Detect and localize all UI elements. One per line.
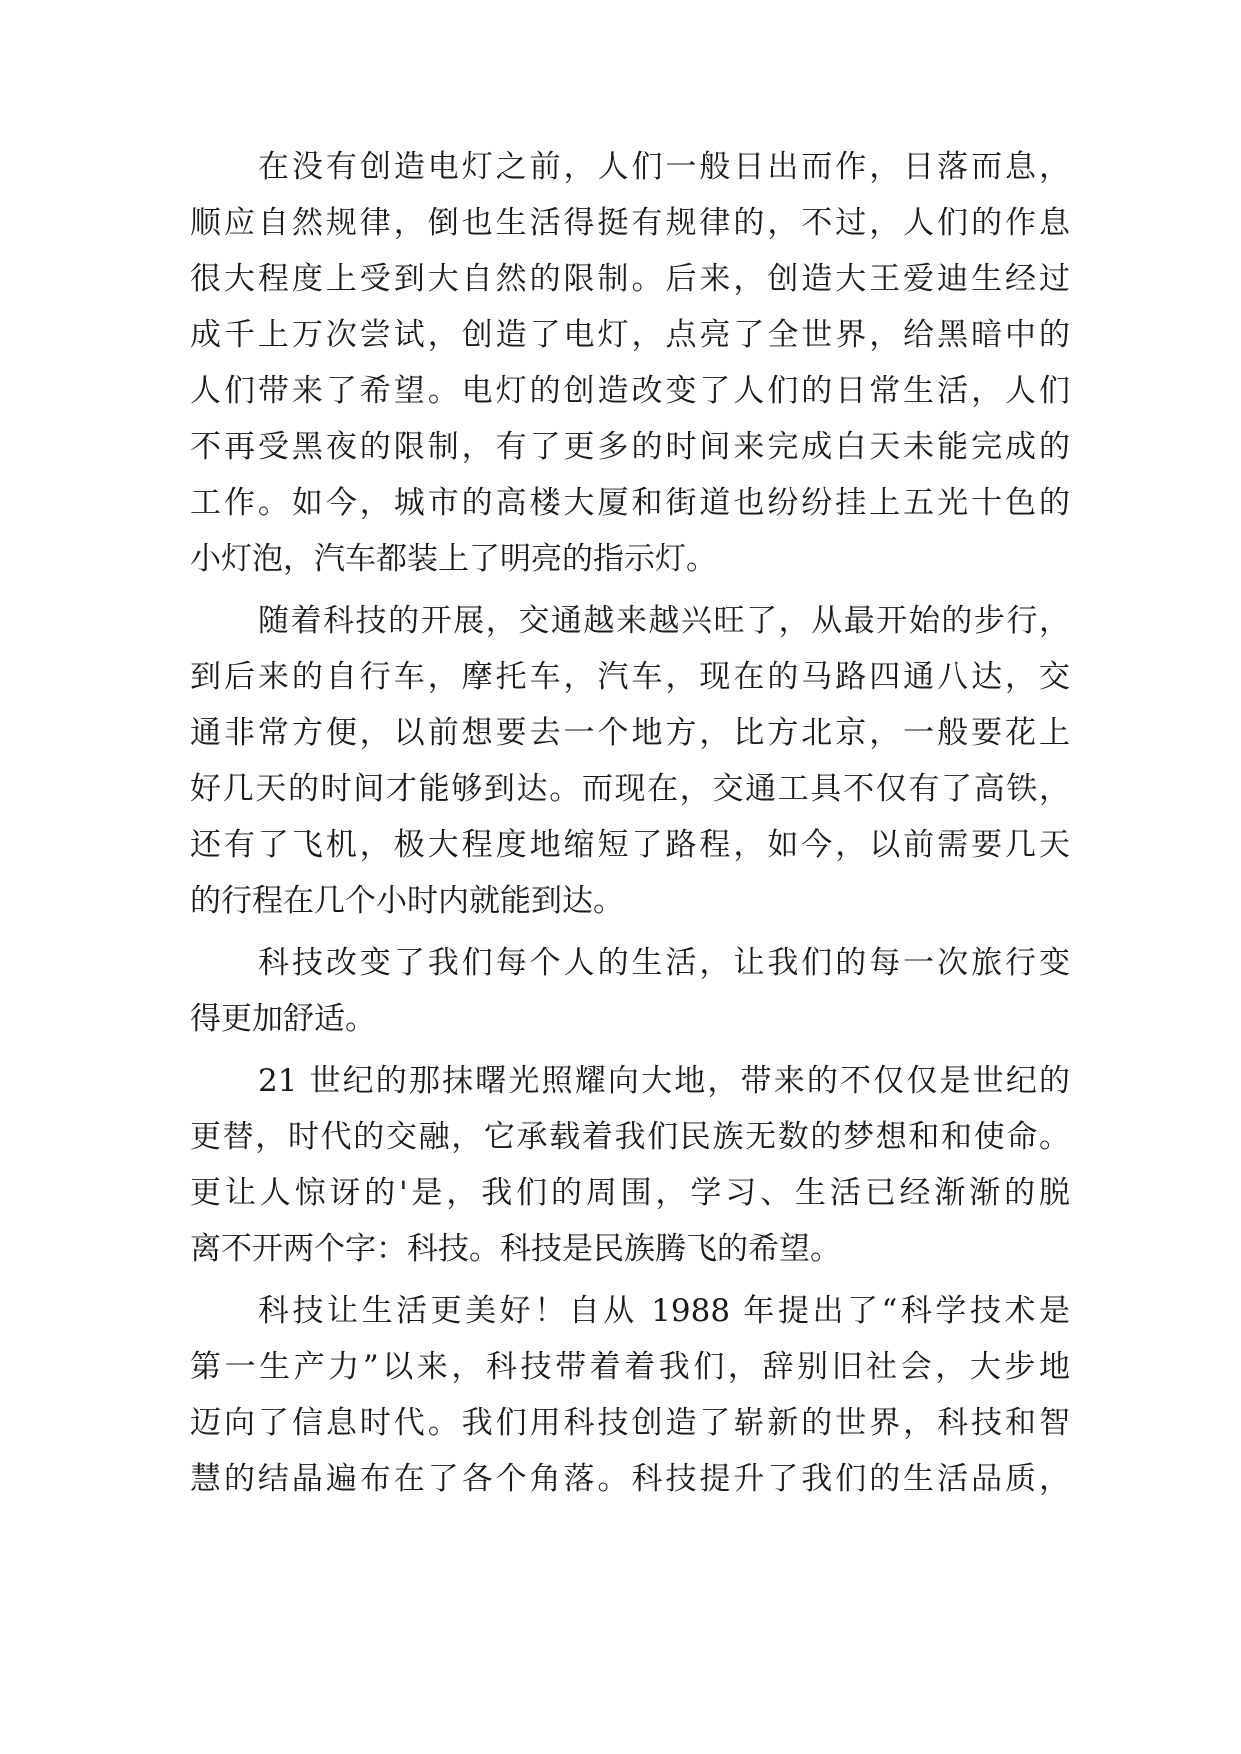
paragraph-5-line-3: 迈向了信息时代。我们用科技创造了崭新的世界，科技和智 bbox=[190, 1405, 1070, 1441]
paragraph-4-line-4: 离不开两个字：科技。科技是民族腾飞的希望。 bbox=[190, 1231, 841, 1267]
paragraph-5-line-2: 第一生产力”以来，科技带着着我们，辞别旧社会，大步地 bbox=[190, 1349, 1070, 1385]
paragraph-1-line-6: 不再受黑夜的限制，有了更多的时间来完成白天未能完成的 bbox=[190, 429, 1070, 465]
paragraph-3-line-2: 得更加舒适。 bbox=[190, 1001, 376, 1037]
paragraph-2-line-4: 好几天的时间才能够到达。而现在，交通工具不仅有了高铁， bbox=[190, 771, 1070, 807]
paragraph-4-line-2: 更替，时代的交融，它承载着我们民族无数的梦想和和使命。 bbox=[190, 1119, 1070, 1155]
paragraph-3-line-1: 科技改变了我们每个人的生活，让我们的每一次旅行变 bbox=[258, 945, 1070, 981]
paragraph-2-line-3: 通非常方便，以前想要去一个地方，比方北京，一般要花上 bbox=[190, 715, 1070, 751]
paragraph-5-line-1: 科技让生活更美好！自从 1988 年提出了“科学技术是 bbox=[258, 1293, 1070, 1329]
paragraph-2-line-2: 到后来的自行车，摩托车，汽车，现在的马路四通八达，交 bbox=[190, 659, 1070, 695]
paragraph-2-line-5: 还有了飞机，极大程度地缩短了路程，如今，以前需要几天 bbox=[190, 827, 1070, 863]
paragraph-5-line-4: 慧的结晶遍布在了各个角落。科技提升了我们的生活品质， bbox=[190, 1461, 1070, 1497]
paragraph-4-line-3: 更让人惊讶的'是，我们的周围，学习、生活已经渐渐的脱 bbox=[190, 1175, 1070, 1211]
paragraph-1-line-8: 小灯泡，汽车都装上了明亮的指示灯。 bbox=[190, 541, 717, 577]
paragraph-1-line-5: 人们带来了希望。电灯的创造改变了人们的日常生活，人们 bbox=[190, 373, 1070, 409]
paragraph-2-line-1: 随着科技的开展，交通越来越兴旺了，从最开始的步行， bbox=[258, 603, 1070, 639]
paragraph-2-line-6: 的行程在几个小时内就能到达。 bbox=[190, 883, 624, 919]
paragraph-1-line-2: 顺应自然规律，倒也生活得挺有规律的，不过，人们的作息 bbox=[190, 205, 1070, 241]
paragraph-4-line-1: 21 世纪的那抹曙光照耀向大地，带来的不仅仅是世纪的 bbox=[258, 1063, 1070, 1099]
paragraph-1-line-3: 很大程度上受到大自然的限制。后来，创造大王爱迪生经过 bbox=[190, 261, 1070, 297]
paragraph-1-line-4: 成千上万次尝试，创造了电灯，点亮了全世界，给黑暗中的 bbox=[190, 317, 1070, 353]
paragraph-1-line-7: 工作。如今，城市的高楼大厦和街道也纷纷挂上五光十色的 bbox=[190, 485, 1070, 521]
paragraph-1-line-1: 在没有创造电灯之前，人们一般日出而作，日落而息， bbox=[258, 149, 1070, 185]
